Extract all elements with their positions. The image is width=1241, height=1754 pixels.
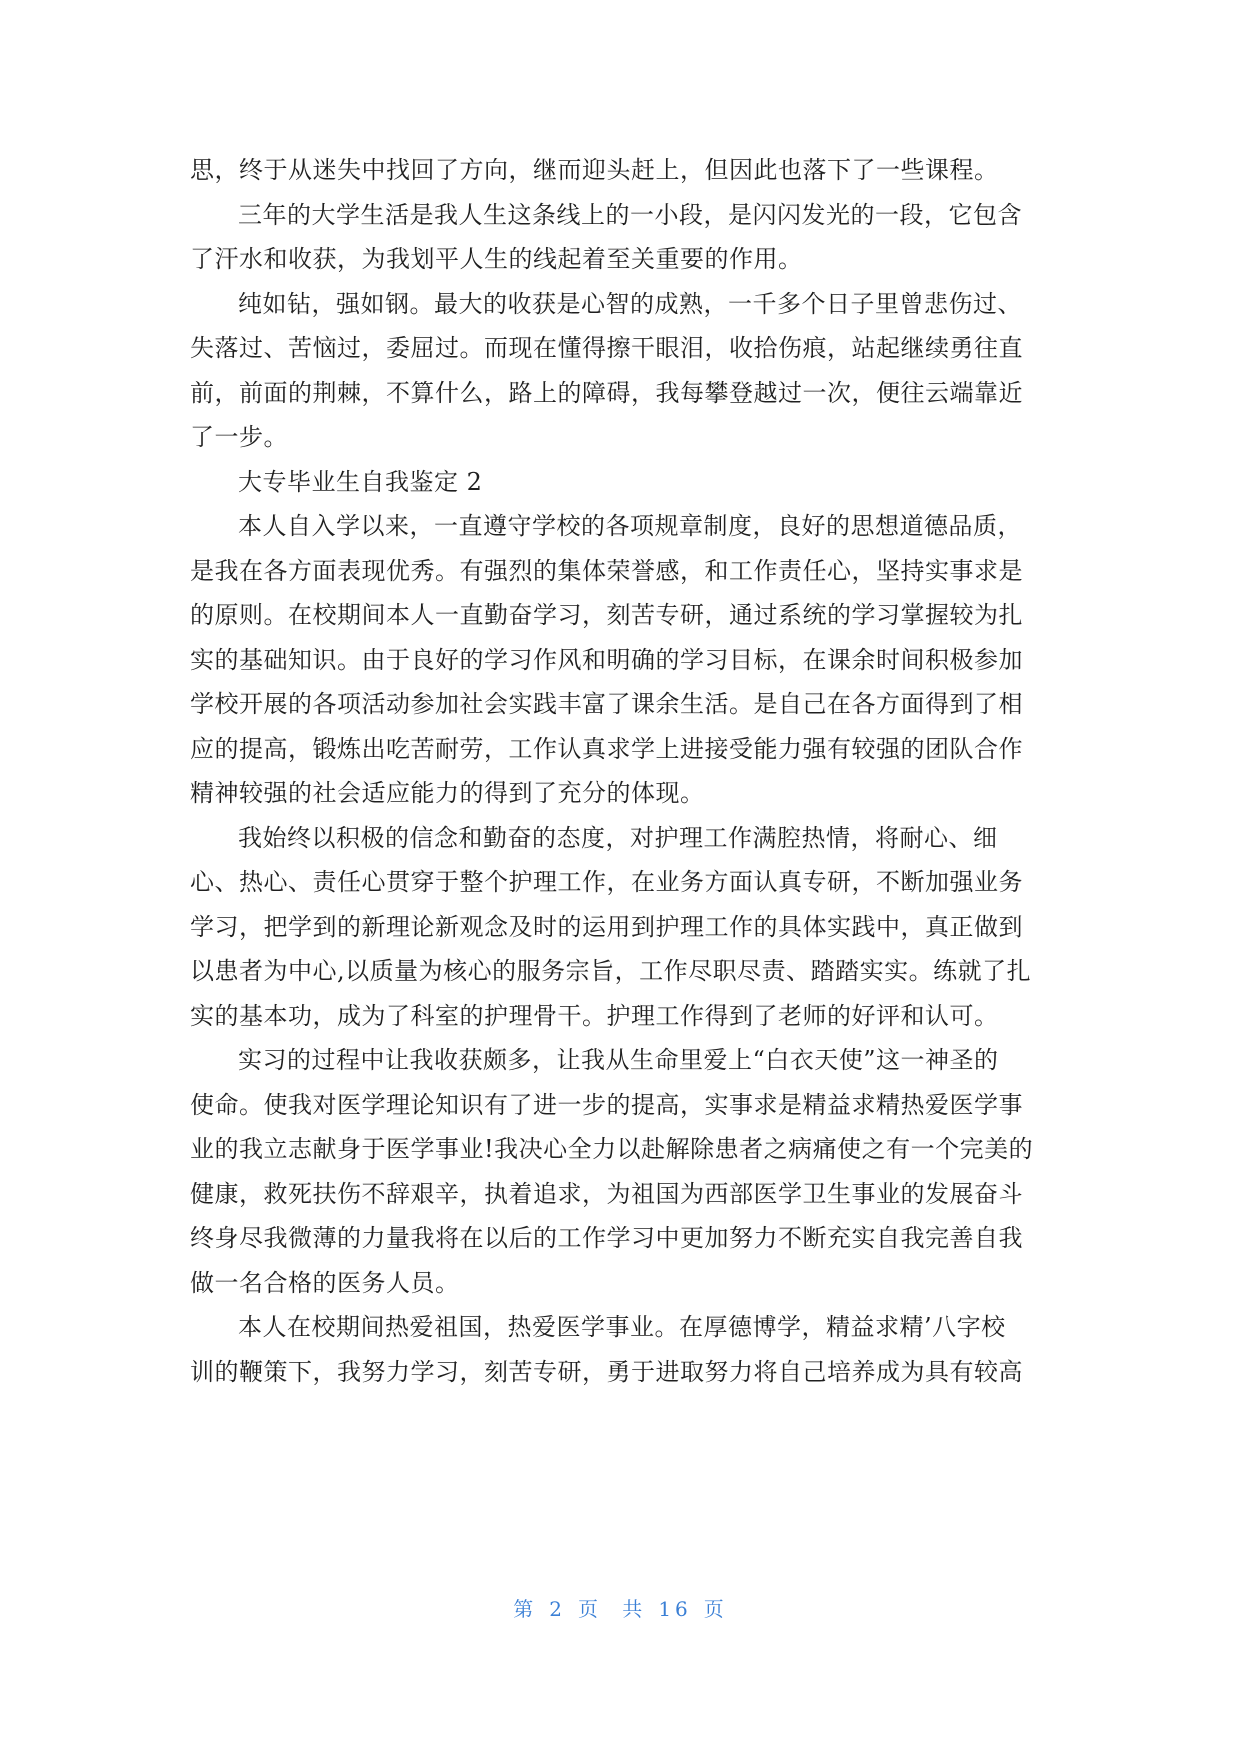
text-line: 的原则。在校期间本人一直勤奋学习，刻苦专研，通过系统的学习掌握较为扎 — [190, 601, 1023, 629]
text-line: 实的基础知识。由于良好的学习作风和明确的学习目标，在课余时间积极参加 — [190, 645, 1023, 674]
text-line: 本人自入学以来，一直遵守学校的各项规章制度，良好的思想道德品质， — [238, 512, 1022, 540]
text-line: 学习，把学到的新理论新观念及时的运用到护理工作的具体实践中，真正做到 — [190, 912, 1023, 941]
text-line: 使命。使我对医学理论知识有了进一步的提高，实事求是精益求精热爱医学事 — [190, 1090, 1023, 1119]
text-line: 健康，救死扶伤不辞艰辛，执着追求，为祖国为西部医学卫生事业的发展奋斗 — [190, 1179, 1023, 1208]
text-line: 前，前面的荆棘，不算什么，路上的障碍，我每攀登越过一次，便往云端靠近 — [190, 378, 1023, 407]
text-line: 实的基本功，成为了科室的护理骨干。护理工作得到了老师的好评和认可。 — [190, 1001, 999, 1030]
text-line: 本人在校期间热爱祖国，热爱医学事业。在厚德博学，精益求精’八字校 — [238, 1313, 1006, 1341]
current-page-number: 2 — [549, 1597, 566, 1621]
footer-prefix: 第 — [513, 1597, 538, 1621]
document-body — [190, 148, 1050, 1394]
text-line: 失落过、苦恼过，委屈过。而现在懂得擦干眼泪，收拾伤痕，站起继续勇往直 — [190, 334, 1023, 362]
text-line: 是我在各方面表现优秀。有强烈的集体荣誉感，和工作责任心，坚持实事求是 — [190, 556, 1023, 585]
text-line: 做一名合格的医务人员。 — [190, 1268, 460, 1297]
text-line: 了汗水和收获，为我划平人生的线起着至关重要的作用。 — [190, 245, 803, 273]
text-line: 我始终以积极的信念和勤奋的态度，对护理工作满腔热情，将耐心、细 — [238, 823, 998, 852]
text-line: 应的提高，锻炼出吃苦耐劳，工作认真求学上进接受能力强有较强的团队合作 — [190, 734, 1023, 763]
footer-middle: 页 共 — [577, 1597, 647, 1621]
text-line: 精神较强的社会适应能力的得到了充分的体现。 — [190, 779, 705, 807]
text-line: 训的鞭策下，我努力学习，刻苦专研，勇于进取努力将自己培养成为具有较高 — [190, 1357, 1023, 1386]
text-line: 纯如钻，强如钢。最大的收获是心智的成熟，一千多个日子里曾悲伤过、 — [238, 289, 1022, 318]
text-line: 三年的大学生活是我人生这条线上的一小段，是闪闪发光的一段，它包含 — [238, 200, 1022, 229]
text-line: 思，终于从迷失中找回了方向，继而迎头赶上，但因此也落下了一些课程。 — [190, 156, 999, 184]
text-line: 终身尽我微薄的力量我将在以后的工作学习中更加努力不断充实自我完善自我 — [190, 1224, 1023, 1252]
text-line: 了一步。 — [190, 423, 288, 451]
text-line: 实习的过程中让我收获颇多，让我从生命里爱上“白衣天使”这一神圣的 — [238, 1046, 999, 1074]
text-line: 业的我立志献身于医学事业!我决心全力以赴解除患者之病痛使之有一个完美的 — [190, 1135, 1034, 1163]
text-line: 以患者为中心,以质量为核心的服务宗旨，工作尽职尽责、踏踏实实。练就了扎 — [190, 957, 1032, 985]
text-line: 心、热心、责任心贯穿于整个护理工作，在业务方面认真专研，不断加强业务 — [190, 868, 1023, 896]
text-line: 学校开展的各项活动参加社会实践丰富了课余生活。是自己在各方面得到了相 — [190, 690, 1023, 718]
total-pages-number: 16 — [658, 1597, 692, 1621]
footer-suffix: 页 — [703, 1597, 728, 1621]
section-heading: 大专毕业生自我鉴定 2 — [238, 467, 483, 496]
page-footer — [0, 1593, 1241, 1622]
